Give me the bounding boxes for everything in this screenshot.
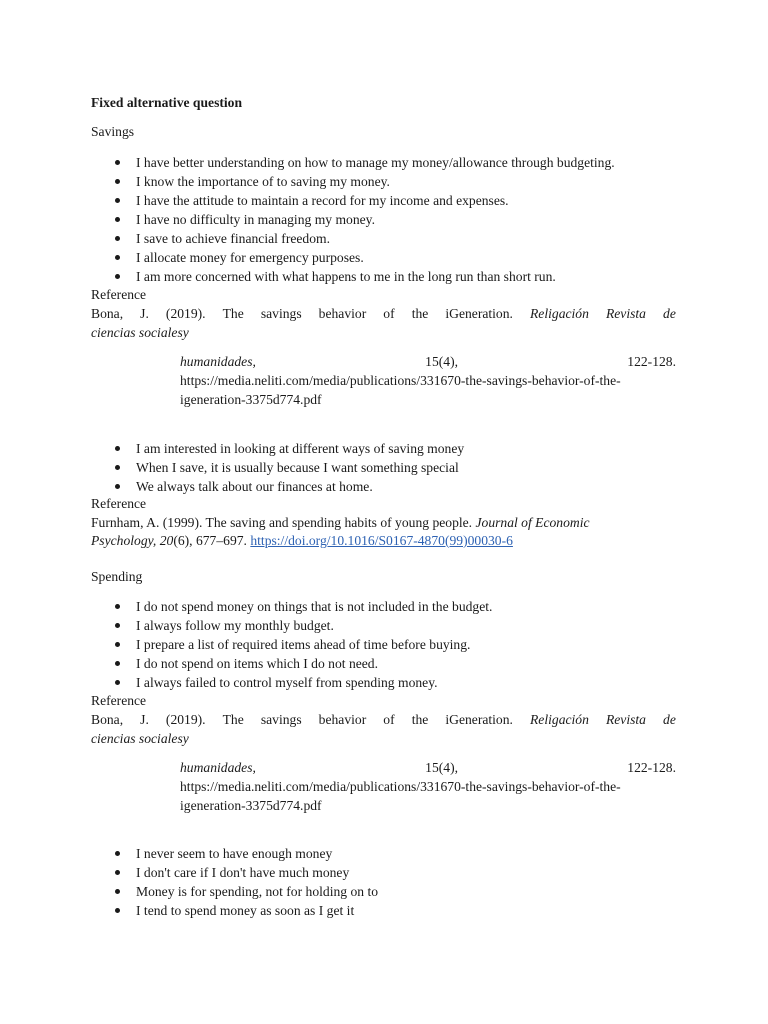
list-item: I always failed to control myself from spending money. [113, 673, 492, 692]
list-item: I always follow my monthly budget. [113, 616, 492, 635]
reference-citation-line: Bona, J. (2019). The savings behavior of the iGeneration. Religación Revista de [91, 306, 676, 321]
list-item: I prepare a list of required items ahead of time before buying. [113, 635, 492, 654]
reference-url-cont: igeneration-3375d774.pdf [180, 798, 322, 813]
list-item: I am interested in looking at different ways of saving money [113, 439, 464, 458]
savings-list-2 [113, 439, 464, 496]
list-item: I do not spend money on things that is not included in the budget. [113, 597, 492, 616]
list-item: I tend to spend money as soon as I get it [113, 901, 378, 920]
reference-citation-line-2: Psychology, 20(6), 677–697. https://doi.org/10.1016/S0167-4870(99)00030-6 [91, 533, 513, 548]
list-item: I don't care if I don't have much money [113, 863, 378, 882]
reference-label: Reference [91, 287, 147, 302]
reference-label: Reference [91, 693, 147, 708]
reference-url: https://media.neliti.com/media/publications/331670-the-savings-behavior-of-the- [180, 779, 621, 794]
reference-label: Reference [91, 496, 147, 511]
list-item: I have better understanding on how to manage my money/allowance through budgeting. [113, 153, 615, 172]
list-item: Money is for spending, not for holding on to [113, 882, 378, 901]
reference-url: https://media.neliti.com/media/publications/331670-the-savings-behavior-of-the- [180, 373, 621, 388]
list-item: I know the importance of to saving my money. [113, 172, 615, 191]
list-item: I allocate money for emergency purposes. [113, 248, 615, 267]
spending-list-2 [113, 844, 378, 920]
list-item: I never seem to have enough money [113, 844, 378, 863]
list-item: I am more concerned with what happens to me in the long run than short run. [113, 267, 615, 286]
reference-continuation: humanidades, 15(4), 122-128. https://media.neliti.com/media/publications/331670-the-savings-behavior-of-the- igeneration-3375d774.pdf [180, 354, 676, 407]
list-item: We always talk about our finances at home. [113, 477, 464, 496]
list-item: I have the attitude to maintain a record for my income and expenses. [113, 191, 615, 210]
reference-journal-line: ciencias socialesy [91, 731, 189, 746]
list-item: I save to achieve financial freedom. [113, 229, 615, 248]
reference-citation-line: Furnham, A. (1999). The saving and spending habits of young people. Journal of Economic [91, 515, 590, 530]
list-item: I do not spend on items which I do not need. [113, 654, 492, 673]
reference-citation-line: Bona, J. (2019). The savings behavior of the iGeneration. Religación Revista de [91, 712, 676, 727]
section-heading-savings: Savings [91, 124, 135, 139]
reference-continuation: humanidades, 15(4), 122-128. https://media.neliti.com/media/publications/331670-the-savings-behavior-of-the- igeneration-3375d774.pdf [180, 760, 676, 813]
reference-journal-line: ciencias socialesy [91, 325, 189, 340]
list-item: I have no difficulty in managing my money. [113, 210, 615, 229]
reference-url-cont: igeneration-3375d774.pdf [180, 392, 322, 407]
list-item: When I save, it is usually because I want something special [113, 458, 464, 477]
doi-link[interactable]: https://doi.org/10.1016/S0167-4870(99)00030-6 [250, 533, 513, 548]
spending-list-1 [113, 597, 492, 692]
section-heading-spending: Spending [91, 569, 143, 584]
savings-list-1 [113, 153, 615, 286]
page-title: Fixed alternative question [91, 95, 243, 110]
